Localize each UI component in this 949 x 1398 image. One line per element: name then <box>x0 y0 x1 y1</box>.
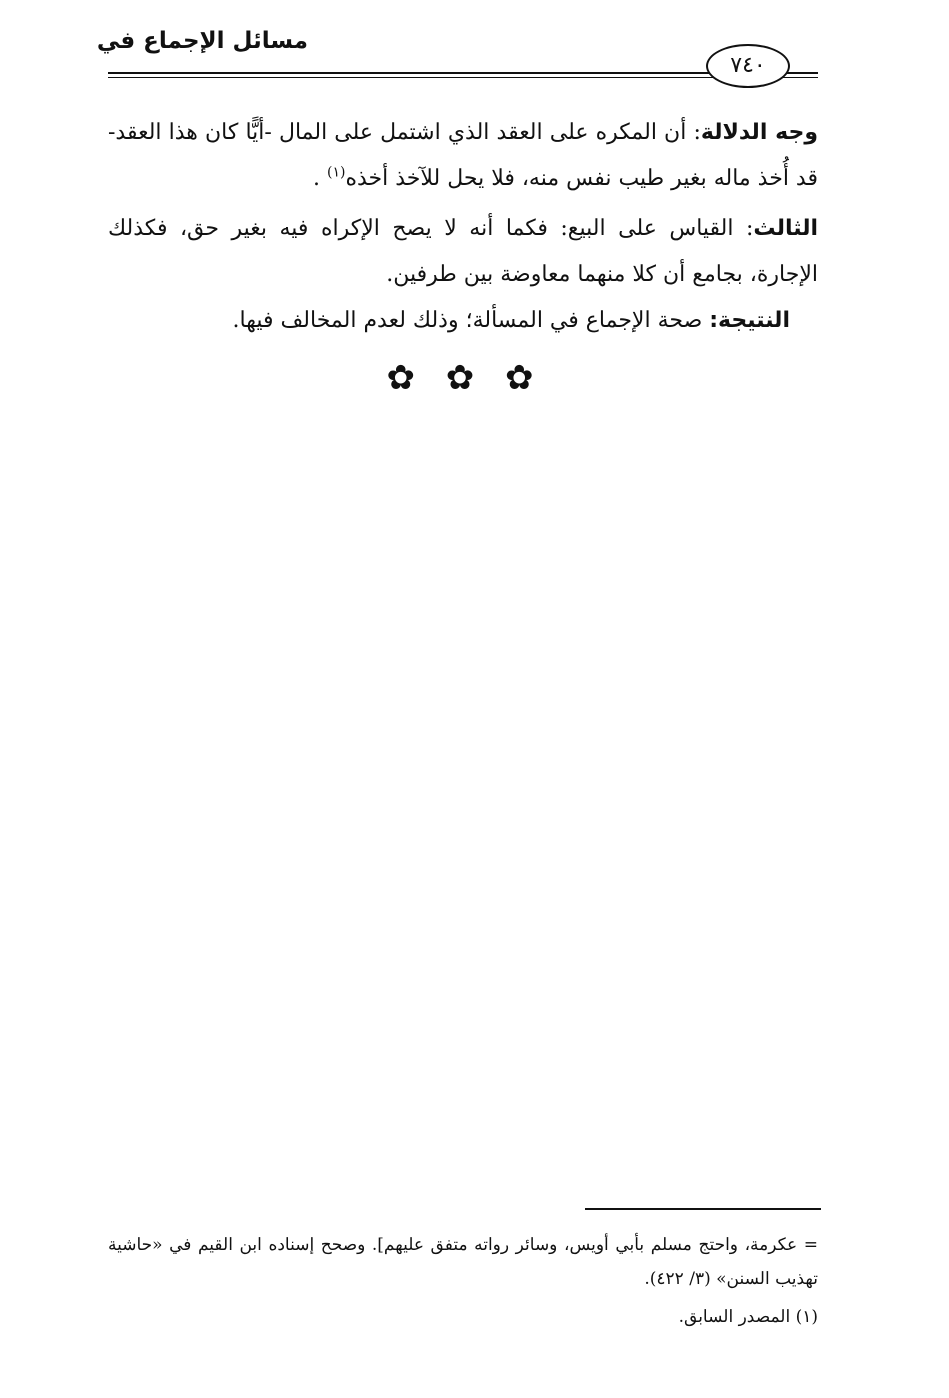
page-number: ٧٤٠ <box>706 44 790 88</box>
paragraph-text: : القياس على البيع: فكما أنه لا يصح الإكراه فيه بغير حق، فكذلك الإجارة، بجامع أن كلا منهما معاوضة بين طرفين. <box>108 216 818 287</box>
paragraph-label: وجه الدلالة <box>700 120 819 145</box>
paragraph-text: صحة الإجماع في المسألة؛ وذلك لعدم المخالف فيها. <box>232 308 710 333</box>
footnote-continuation: = عكرمة، واحتج مسلم بأبي أويس، وسائر رواته متفق عليهم]. وصحح إسناده ابن القيم في «حاشية تهذيب السنن» (٣/ ٤٢٢). <box>108 1235 818 1289</box>
paragraph-end: . <box>313 166 327 191</box>
running-title: مسائل الإجماع في <box>96 28 308 54</box>
paragraph-evidence <box>108 110 818 202</box>
footnote-1: (١) المصدر السابق. <box>678 1307 818 1327</box>
footnotes <box>108 1228 818 1334</box>
footnote-reference: (١) <box>327 164 346 181</box>
paragraph-label: النتيجة: <box>709 308 790 333</box>
paragraph-label: الثالث <box>753 216 818 241</box>
section-end-ornaments: ✿ ✿ ✿ <box>386 358 544 398</box>
paragraph-text: : أن المكره على العقد الذي اشتمل على المال -أيًّا كان هذا العقد- قد أُخذ ماله بغير طيب نفس منه، فلا يحل للآخذ أخذه <box>108 120 818 191</box>
main-text <box>108 110 818 344</box>
paragraph-third <box>108 206 818 298</box>
paragraph-result <box>108 298 818 344</box>
footnote-rule <box>585 1208 821 1210</box>
